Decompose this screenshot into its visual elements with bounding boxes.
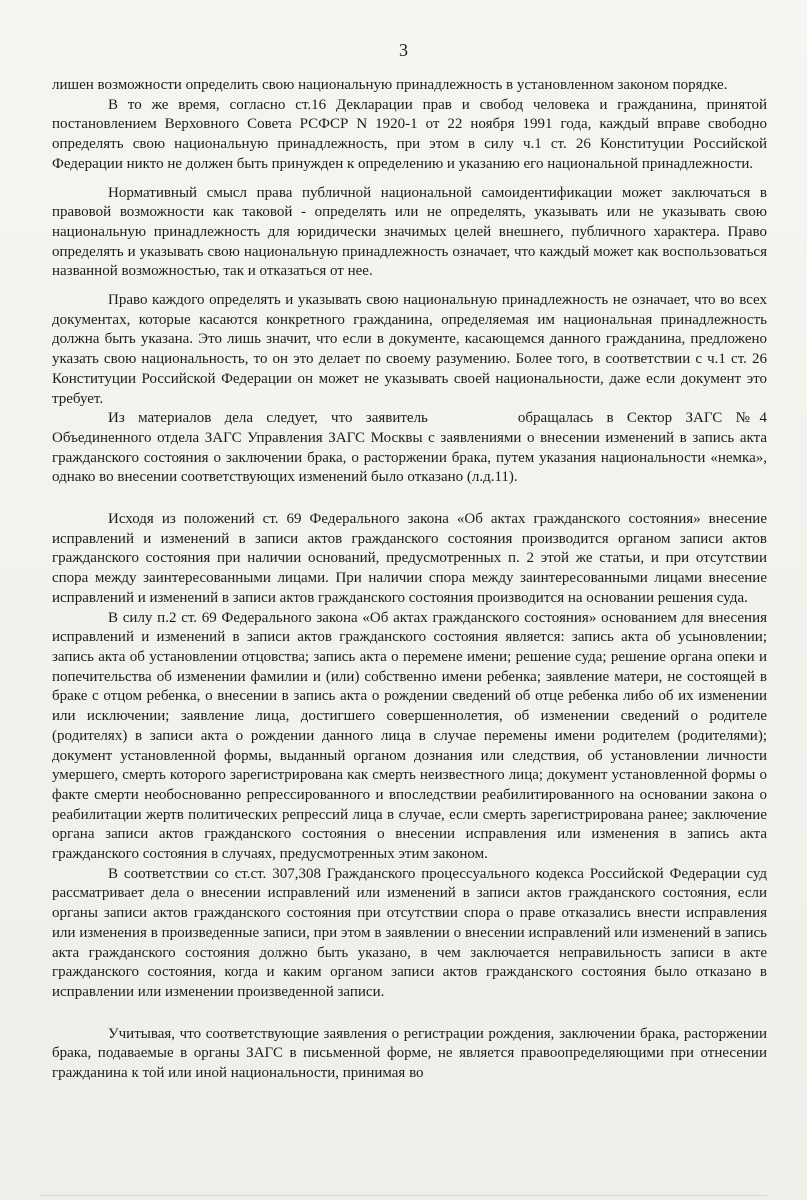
paragraph-right-to-define: Право каждого определять и указывать свою национальную принадлежность не означает, что во всех документах, которые касаются конкретного гражданина, определяемая им национальная принадлежность должна быть указана. Это лишь значит, что если в документе, касающемся данного гражданина, предложено указать свою национальность, то он это делает по своему разумению. Более того, в соответствии с ч.1 ст. 26 Конституции Российской Федерации он может не указывать своей национальности, даже если документ это требует. — [52, 292, 767, 407]
paragraph-case-materials — [52, 409, 767, 488]
materials-text-end: обращалась в Сектор ЗАГС №4 Объединенного отдела ЗАГС Управления ЗАГС Москвы с заявлениями о внесении изменений в запись акта гражданского состояния о заключении брака, о расторжении брака, путем указания национальности «немка», однако во внесении соответствующих изменений было отказано (л.д.11). — [52, 410, 767, 486]
paragraph-declaration: В то же время, согласно ст.16 Декларации прав и свобод человека и гражданина, принятой постановлением Верховного Совета РСФСР N 1920-1 от 22 ноября 1991 года, каждый вправе свободно определять свою национальную принадлежность, при этом в силу ч.1 ст. 26 Конституции Российской Федерации никто не должен быть принужден к определению и указанию его национальной принадлежности. — [52, 96, 767, 172]
page-number: 3 — [399, 40, 408, 60]
materials-text-start: Из материалов дела следует, что заявитель — [108, 410, 428, 427]
paragraph-continuation: лишен возможности определить свою национальную принадлежность в установленном законом порядке. — [52, 77, 728, 93]
page-edge-line — [40, 1195, 767, 1196]
paragraph-civil-procedure-code: В соответствии со ст.ст. 307,308 Гражданского процессуального кодекса Российской Федерации суд рассматривает дела о внесении исправлений или изменений в записи актов гражданского состояния, если органы записи актов гражданского состояния при отсутствии спора о праве отказались внести исправления или изменения в произведенные записи, при этом в заявлении о внесении исправлений или изменений в запись акта гражданского состояния должно быть указано, в чем заключается неправильность записи в акте гражданского состояния, когда и каким органом записи актов гражданского состояния было отказано в исправлении или изменении произведенной записи. — [52, 865, 767, 1000]
document-body — [52, 76, 767, 1084]
paragraph-considering: Учитывая, что соответствующие заявления о регистрации рождения, заключении брака, расторжении брака, подаваемые в органы ЗАГС в письменной форме, не является правоопределяющими при отнесении гражданина к той или иной национальности, принимая во — [52, 1025, 767, 1082]
paragraph-normative-meaning: Нормативный смысл права публичной национальной самоидентификации может заключаться в правовой возможности как таковой - определять или не определять, указывать или не указывать свою национальную принадлежность для юридически значимых целей внешнего, публичного характера. Право определять и указывать свою национальную принадлежность означает, что каждый может как воспользоваться названной возможностью, так и отказаться от нее. — [52, 184, 767, 280]
paragraph-article-69: Исходя из положений ст. 69 Федерального закона «Об актах гражданского состояния» внесение исправлений и изменений в записи актов гражданского состояния производится органом записи актов гражданского состояния при наличии оснований, предусмотренных п. 2 этой же статьи, и при отсутствии спора между заинтересованными лицами. При наличии спора между заинтересованными лицами внесение исправлений и изменений в записи актов гражданского состояния производится на основании решения суда. — [52, 511, 767, 606]
paragraph-grounds-list: В силу п.2 ст. 69 Федерального закона «Об актах гражданского состояния» основанием для внесения исправлений и изменений в записи актов гражданского состояния является: запись акта об усыновлении; запись акта об установлении отцовства; запись акта о перемене имени; решение суда; решение органа опеки и попечительства об изменении фамилии и (или) собственно имени ребенка; заявление матери, не состоящей в браке с отцом ребенка, о внесении в запись акта о рождении сведений об отце ребенка либо об их изменении или исключении; заявление лица, достигшего совершеннолетия, об изменении сведений о родителе (родителях) в записи акта о рождении данного лица в случае перемены имени родителем (родителями); документ установленной формы, выданный органом дознания или следствия, об установлении личности умершего, смерть которого зарегистрирована как смерть неизвестного лица; документ установленной формы о факте смерти необоснованно репрессированного и впоследствии реабилитированного на основании закона о реабилитации жертв политических репрессий лица в случае, если смерть зарегистрирована ранее; заключение органа записи актов гражданского состояния о внесении исправления или изменения в запись акта гражданского состояния в случаях, предусмотренных этим законом. — [52, 609, 767, 863]
